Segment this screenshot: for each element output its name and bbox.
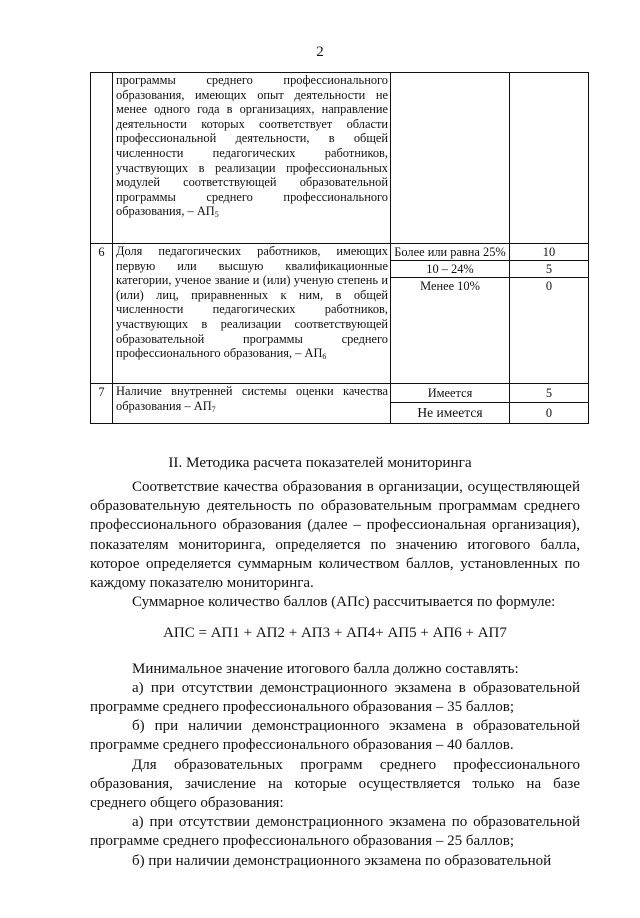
table-row [91, 73, 589, 244]
points-cell: 0 [545, 279, 553, 293]
row7-code: АП [193, 398, 212, 413]
formula-text: АПС = АП1 + АП2 + АП3 + АП4+ АП5 + АП6 + АП7 [163, 625, 507, 642]
table-row [91, 384, 589, 424]
page-number: 2 [316, 44, 324, 60]
row-description [113, 244, 391, 384]
row7-sub: 7 [211, 404, 216, 414]
row6-desc: Доля педагогических работников, имеющих первую или высшую квалификационные категории, ученое звание и (или) ученую степень и (или) лиц, приравненных к ним, в общей численности педагогических работников, участвующих в реализации соответствующей образовательной программы среднего профессионального образования, – [116, 244, 388, 361]
row-points [510, 73, 589, 244]
criteria-table [90, 72, 589, 424]
points-cell: 10 [510, 244, 588, 261]
value-cell: Не имеется [417, 405, 483, 420]
points-cell: 5 [510, 261, 588, 278]
row6-sub: 6 [322, 352, 327, 362]
value-cell: 10 – 24% [391, 261, 509, 278]
row-values [391, 244, 510, 384]
row7-desc: Наличие внутренней системы оценки качества образования – [116, 384, 388, 413]
row-points [510, 384, 589, 424]
paragraph: б) при наличии демонстрационного экзамена в образовательной программе среднего профессионального образования – 40 баллов. [90, 718, 580, 754]
points-cell: 5 [510, 384, 588, 403]
row-points [510, 244, 589, 384]
paragraph: б) при наличии демонстрационного экзамена по образовательной [132, 852, 552, 869]
paragraph: Суммарное количество баллов (АПс) рассчитывается по формуле: [132, 594, 556, 611]
table-row [91, 244, 589, 384]
row-values [391, 384, 510, 424]
row5-sub: 5 [214, 210, 219, 220]
row-number [91, 73, 113, 244]
formula [90, 624, 580, 643]
row-value [391, 73, 510, 244]
section-title: II. Методика расчета показателей мониторинга [168, 454, 472, 471]
value-cell: Имеется [391, 384, 509, 403]
paragraph: Минимальное значение итогового балла должно составлять: [132, 660, 519, 677]
points-cell: 0 [545, 406, 553, 420]
row5-code: АП [196, 204, 215, 219]
paragraph: а) при отсутствии демонстрационного экзамена в образовательной программе среднего профессионального образования – 35 баллов; [90, 679, 580, 716]
row-description [113, 73, 391, 244]
row-number: 6 [91, 244, 113, 384]
paragraph: а) при отсутствии демонстрационного экзамена по образовательной программе среднего профессионального образования – 25 баллов; [90, 814, 580, 850]
paragraph: Соответствие качества образования в организации, осуществляющей образовательную деятельность по образовательным программам среднего профессионального образования (далее – профессиональная организация), показателям мониторинга, определяется по значению итогового балла, которое определяется суммарным количеством баллов, установленных по каждому показателю мониторинга. [90, 479, 580, 592]
row-description [113, 384, 391, 424]
row5-desc: программы среднего профессионального образования, имеющих опыт деятельности не менее одного года в организациях, направление деятельности которых соответствует области профессиональной деятельности, в общей численности педагогических работников, участвующих в реализации профессиональных модулей соответствующей образовательной программы среднего профессионального образования, – [116, 73, 388, 219]
row6-code: АП [304, 346, 323, 361]
body-text [90, 478, 580, 871]
paragraph: Для образовательных программ среднего профессионального образования, зачисление на которые осуществляется только на базе среднего общего образования: [90, 756, 580, 812]
value-cell: Менее 10% [420, 279, 480, 293]
row-number: 7 [91, 384, 113, 424]
value-cell: Более или равна 25% [391, 244, 509, 261]
